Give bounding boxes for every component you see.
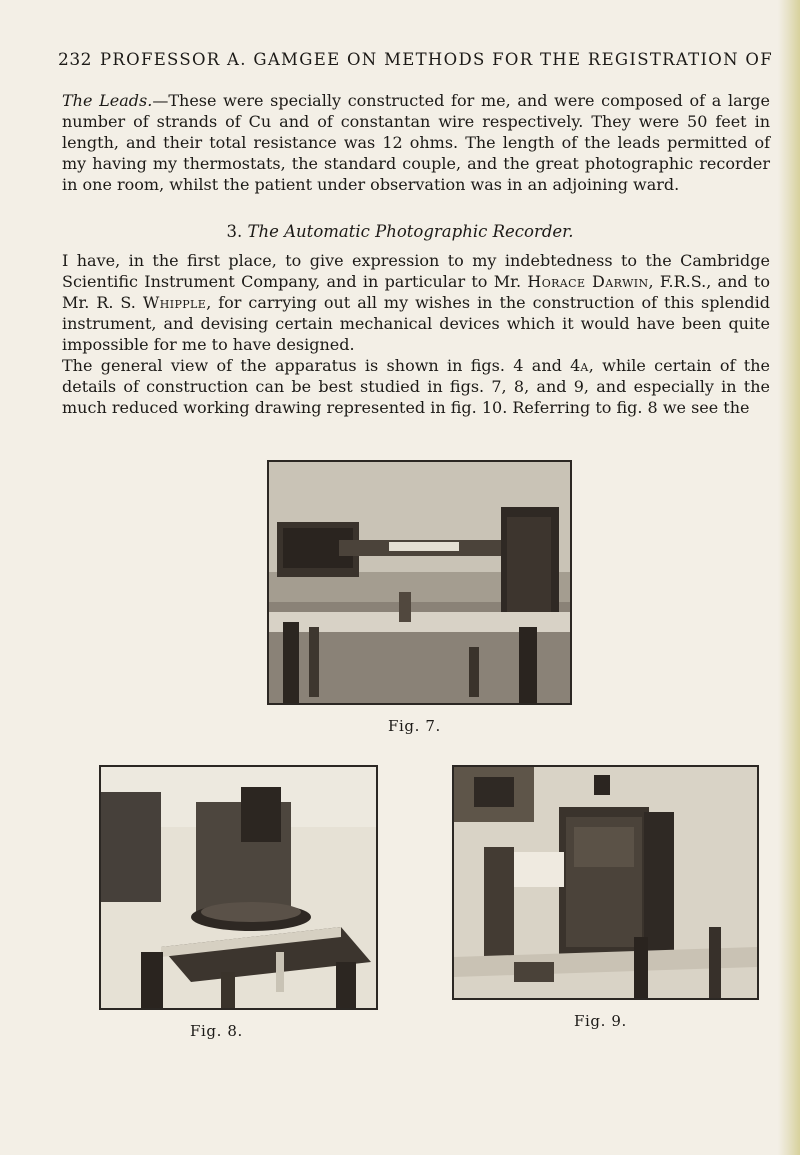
- figs-text-2: , while certain of the details of construction can be best studied in figs. 7, 8, and 9, and especially in the much reduced working drawing represented in fig. 10. Referring to fig. 8 we see the: [62, 356, 770, 417]
- page-edge-tint: [778, 0, 800, 1155]
- figure-8-photo: [99, 765, 378, 1010]
- running-head: PROFESSOR A. GAMGEE ON METHODS FOR THE REGISTRATION OF: [100, 50, 773, 69]
- figs-text-sc: a: [580, 356, 589, 375]
- page-header: [58, 50, 778, 74]
- section-title: The Automatic Photographic Recorder.: [247, 222, 574, 241]
- figure-9-caption: Fig. 9.: [574, 1012, 627, 1030]
- figure-8-caption: Fig. 8.: [190, 1022, 243, 1040]
- paragraph-figures: [62, 355, 770, 418]
- section-heading: [0, 222, 800, 241]
- figure-7-photo: [267, 460, 572, 705]
- figure-8-illustration: [101, 767, 376, 1008]
- paragraph-thanks: [62, 250, 770, 355]
- thanks-text-1: I have, in the first place, to give expression to my indebtedness to the Cambridge Scientific Instrument Company, and in particular to Mr.: [62, 251, 770, 291]
- thanks-name-darwin: Horace Darwin: [527, 272, 649, 291]
- figure-9-illustration: [454, 767, 757, 998]
- leads-text: —These were specially constructed for me, and were composed of a large number of strands of Cu and of constantan wire respectively. They were 50 feet in length, and their total resistance was 12 ohms. The length of the leads permitted of my having my thermostats, the standard couple, and the great photographic recorder in one room, whilst the patient under observation was in an adjoining ward.: [62, 91, 771, 194]
- thanks-text-2: , F.R.S., and to Mr. R. S.: [62, 272, 770, 312]
- figure-9-photo: [452, 765, 759, 1000]
- figs-text-1: The general view of the apparatus is shown in figs. 4 and 4: [62, 356, 581, 375]
- page-number: 232: [58, 50, 92, 70]
- figure-7-illustration: [269, 462, 570, 703]
- thanks-name-whipple: Whipple: [142, 293, 207, 312]
- paragraph-leads: [62, 90, 770, 195]
- thanks-text-3: , for carrying out all my wishes in the construction of this splendid instrument, and devising certain mechanical devices which it would have been quite impossible for me to have designed.: [62, 293, 770, 354]
- figure-7-caption: Fig. 7.: [388, 717, 441, 735]
- leads-title: The Leads.: [62, 91, 153, 110]
- section-number: 3.: [226, 222, 243, 241]
